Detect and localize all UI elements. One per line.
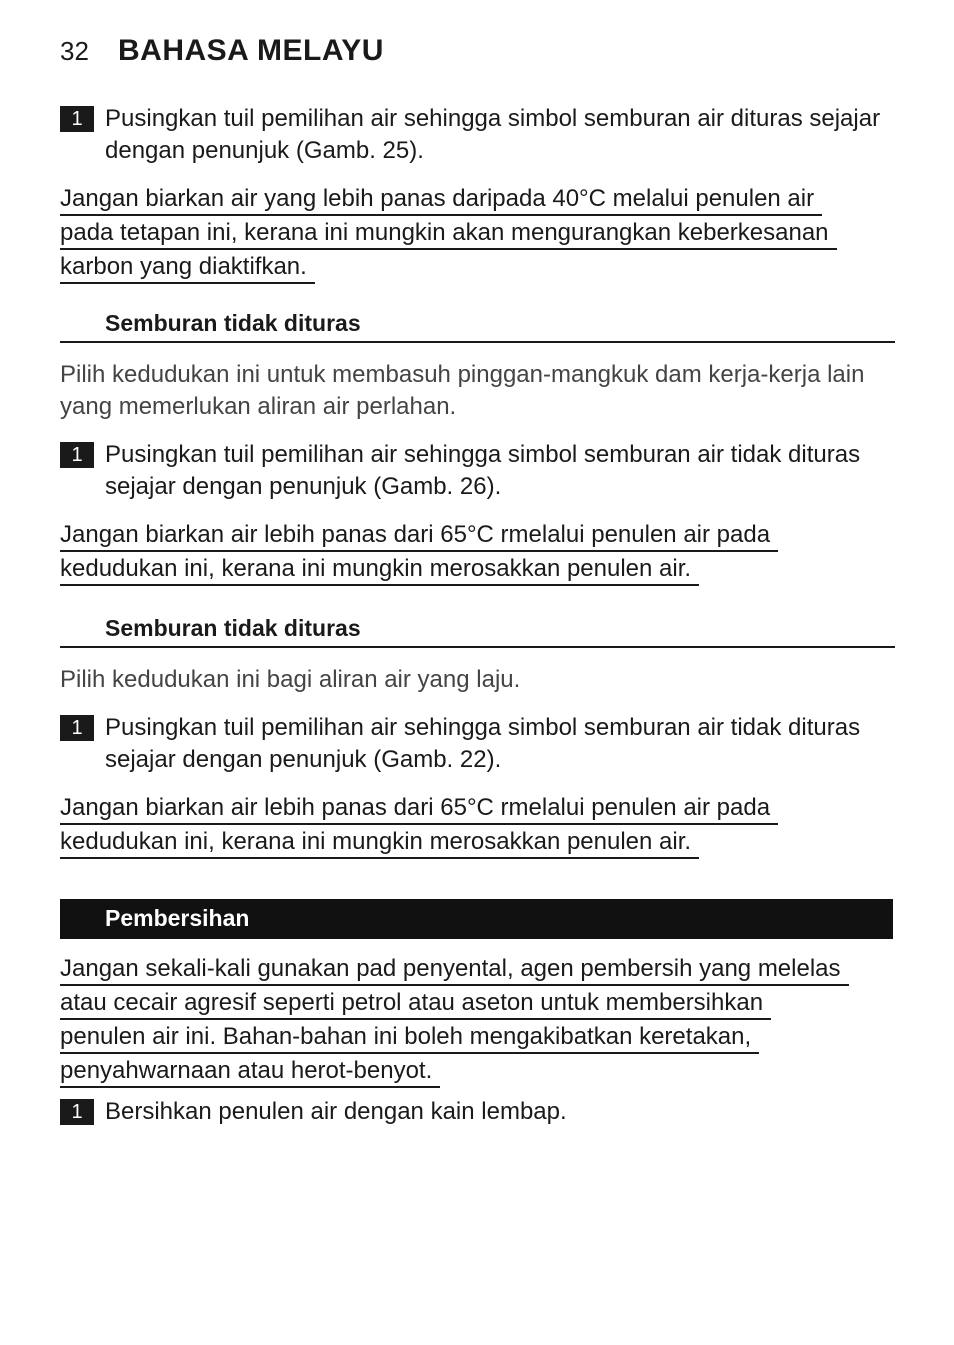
step-item bbox=[60, 439, 900, 503]
step-text: Pusingkan tuil pemilihan air sehingga simbol semburan air tidak dituras sejajar dengan penunjuk (Gamb. 22). bbox=[105, 714, 861, 773]
page-number: 32 bbox=[60, 36, 89, 66]
warning-line: penyahwarnaan atau herot-benyot. bbox=[60, 1056, 440, 1088]
step-number: 1 bbox=[60, 442, 94, 468]
warning-block bbox=[60, 793, 778, 861]
step-number: 1 bbox=[60, 715, 94, 741]
warning-line: Jangan biarkan air yang lebih panas daripada 40°C melalui penulen air bbox=[60, 184, 822, 216]
page-title: BAHASA MELAYU bbox=[118, 34, 384, 67]
section-heading bbox=[60, 615, 895, 648]
warning-line: karbon yang diaktifkan. bbox=[60, 252, 315, 284]
step-number: 1 bbox=[60, 1099, 94, 1125]
section-heading bbox=[60, 310, 895, 343]
step-item bbox=[60, 103, 900, 167]
section-heading-text: Semburan tidak dituras bbox=[105, 310, 361, 336]
step-text: Bersihkan penulen air dengan kain lembap. bbox=[105, 1098, 567, 1125]
warning-line: kedudukan ini, kerana ini mungkin merosakkan penulen air. bbox=[60, 827, 699, 859]
step-item bbox=[60, 1096, 900, 1128]
section-heading-text: Semburan tidak dituras bbox=[105, 615, 361, 641]
step-text: Pusingkan tuil pemilihan air sehingga simbol semburan air tidak dituras sejajar dengan penunjuk (Gamb. 26). bbox=[105, 441, 861, 500]
warning-block bbox=[60, 954, 849, 1090]
warning-line: Jangan sekali-kali gunakan pad penyental, agen pembersih yang melelas bbox=[60, 954, 849, 986]
section-description: Pilih kedudukan ini bagi aliran air yang laju. bbox=[60, 666, 521, 693]
section-heading-text: Pembersihan bbox=[105, 905, 250, 931]
warning-line: penulen air ini. Bahan-bahan ini boleh mengakibatkan keretakan, bbox=[60, 1022, 759, 1054]
warning-line: atau cecair agresif seperti petrol atau aseton untuk membersihkan bbox=[60, 988, 771, 1020]
step-item bbox=[60, 712, 900, 776]
warning-block bbox=[60, 520, 778, 588]
section-description: Pilih kedudukan ini untuk membasuh pinggan-mangkuk dam kerja-kerja lain yang memerlukan aliran air perlahan. bbox=[60, 361, 865, 420]
warning-line: kedudukan ini, kerana ini mungkin merosakkan penulen air. bbox=[60, 554, 699, 586]
warning-block bbox=[60, 184, 837, 286]
section-heading-bar bbox=[60, 899, 893, 939]
step-text: Pusingkan tuil pemilihan air sehingga simbol semburan air dituras sejajar dengan penunjuk (Gamb. 25). bbox=[105, 105, 881, 164]
warning-line: Jangan biarkan air lebih panas dari 65°C rmelalui penulen air pada bbox=[60, 520, 778, 552]
warning-line: pada tetapan ini, kerana ini mungkin akan mengurangkan keberkesanan bbox=[60, 218, 837, 250]
step-number: 1 bbox=[60, 106, 94, 132]
warning-line: Jangan biarkan air lebih panas dari 65°C rmelalui penulen air pada bbox=[60, 793, 778, 825]
